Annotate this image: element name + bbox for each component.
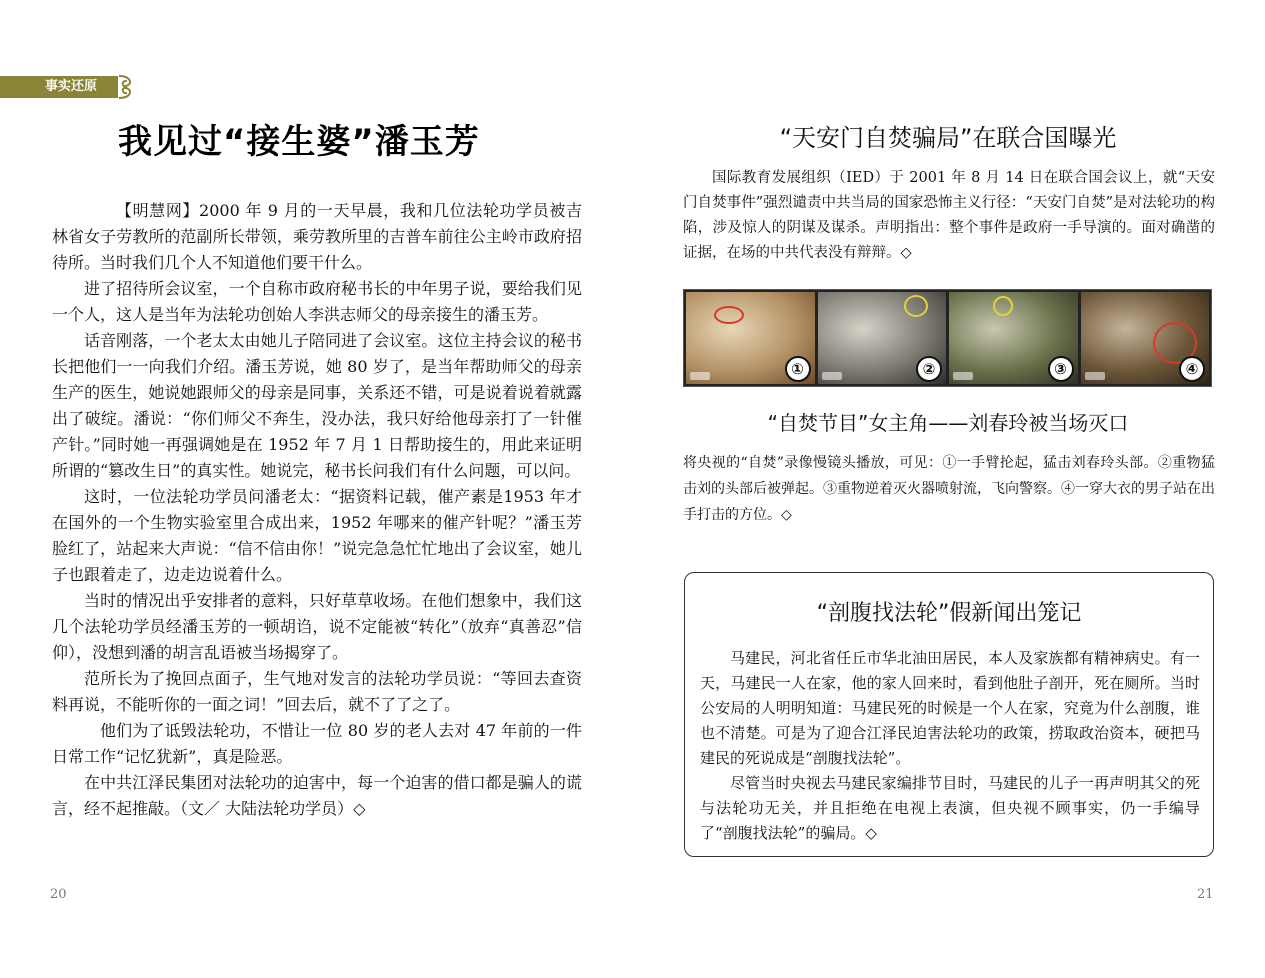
section-tag: 事实还原: [0, 76, 118, 98]
paragraph: 当时的情况出乎安排者的意料，只好草草收场。在他们想象中，我们这几个法轮功学员经潘玉芳的一顿胡诌，说不定能被“转化”（放弃“真善忍”信仰），没想到潘的胡言乱语被当场揭穿了。: [52, 591, 582, 662]
frame-number: ④: [1179, 356, 1205, 382]
paragraph: 国际教育发展组织（IED）于 2001 年 8 月 14 日在联合国会议上，就“天安门自焚事件”强烈谴责中共当局的国家恐怖主义行径：“天安门自焚”是对法轮功的构陷，涉及惊人的阴谋及谋杀。声明指出：整个事件是政府一手导演的。面对确凿的证据，在场的中共代表没有辩辩。◇: [683, 170, 1215, 261]
paragraph: 他们为了诋毁法轮功，不惜让一位 80 岁的老人去对 47 年前的一件日常工作“记忆犹新”，真是险恶。: [52, 721, 582, 766]
frame-number: ③: [1048, 356, 1074, 382]
right-middle-body: [683, 450, 1215, 528]
broadcast-logo-icon: [822, 372, 842, 380]
video-frame-2: [818, 292, 947, 384]
highlight-circle: [993, 296, 1013, 316]
broadcast-logo-icon: [1085, 372, 1105, 380]
highlight-circle: [714, 306, 744, 324]
paragraph: 【明慧网】2000 年 9 月的一天早晨，我和几位法轮功学员被吉林省女子劳教所的范副所长带领，乘劳教所里的吉普车前往公主岭市政府招待所。当时我们几个人不知道他们要干什么。: [52, 201, 582, 272]
left-article-title: 我见过“接生婆”潘玉芳: [118, 122, 480, 162]
paragraph: 在中共江泽民集团对法轮功的迫害中，每一个迫害的借口都是骗人的谎言，经不起推敲。（文／ 大陆法轮功学员）◇: [52, 773, 582, 818]
video-frame-3: [949, 292, 1078, 384]
page-number-left: 20: [50, 887, 67, 902]
paragraph: 这时，一位法轮功学员问潘老太：“据资料记载，催产素是1953 年才在国外的一个生物实验室里合成出来，1952 年哪来的催产针呢？”潘玉芳脸红了，站起来大声说：“信不信由你！”说完急急忙忙地出了会议室，她儿子也跟着走了，边走边说着什么。: [52, 487, 582, 584]
paragraph: 范所长为了挽回点面子，生气地对发言的法轮功学员说：“等回去查资料再说，不能听你的一面之词！”回去后，就不了了之了。: [52, 669, 582, 714]
broadcast-logo-icon: [953, 372, 973, 380]
frame-number: ②: [916, 356, 942, 382]
broadcast-logo-icon: [690, 372, 710, 380]
right-middle-title: “自焚节目”女主角——刘春玲被当场灭口: [767, 411, 1129, 435]
left-article-body: [52, 198, 582, 822]
paragraph: 尽管当时央视去马建民家编排节目时，马建民的儿子一再声明其父的死与法轮功无关，并且拒绝在电视上表演，但央视不顾事实，仍一手编导了“剖腹找法轮”的骗局。◇: [700, 774, 1200, 842]
right-top-body: [683, 166, 1215, 266]
photo-strip: [683, 289, 1212, 387]
paragraph: 将央视的“自焚”录像慢镜头播放，可见：①一手臂抡起，猛击刘春玲头部。②重物猛击刘的头部后被弹起。③重物逆着灭火器喷射流，飞向警察。④一穿大衣的男子站在出手打击的方位。◇: [683, 455, 1215, 523]
video-frame-1: [686, 292, 815, 384]
page-number-right: 21: [1197, 887, 1214, 902]
paragraph: 话音刚落，一个老太太由她儿子陪同进了会议室。这位主持会议的秘书长把他们一一向我们介绍。潘玉芳说，她 80 岁了，是当年帮助师父的母亲生产的医生，她说她跟师父的母亲是同事，关系还不错，可是说着说着就露出了破绽。潘说：“你们师父不奔生，没办法，我只好给他母亲打了一针催产针。”同时她一再强调她是在 1952 年 7 月 1 日帮助接生的，用此来证明所谓的“篡改生日”的真实性。她说完，秘书长问我们有什么问题，可以问。: [52, 331, 582, 480]
frame-number: ①: [785, 356, 811, 382]
boxed-article-title: “剖腹找法轮”假新闻出笼记: [816, 601, 1082, 626]
video-frame-4: [1081, 292, 1210, 384]
paragraph: 马建民，河北省任丘市华北油田居民，本人及家族都有精神病史。有一天，马建民一人在家，他的家人回来时，看到他肚子剖开，死在厕所。当时公安局的人明明知道：马建民死的时候是一个人在家，究竟为什么剖腹，谁也不清楚。可是为了迎合江泽民迫害法轮功的政策，捞取政治资本，硬把马建民的死说成是“剖腹找法轮”。: [700, 649, 1200, 767]
highlight-circle: [904, 295, 928, 317]
paragraph: 进了招待所会议室，一个自称市政府秘书长的中年男子说，要给我们见一个人，这人是当年为法轮功创始人李洪志师父的母亲接生的潘玉芳。: [52, 279, 582, 324]
boxed-article-body: [700, 646, 1200, 846]
ornament-icon: [117, 74, 137, 100]
right-top-title: “天安门自焚骗局”在联合国曝光: [779, 124, 1117, 152]
